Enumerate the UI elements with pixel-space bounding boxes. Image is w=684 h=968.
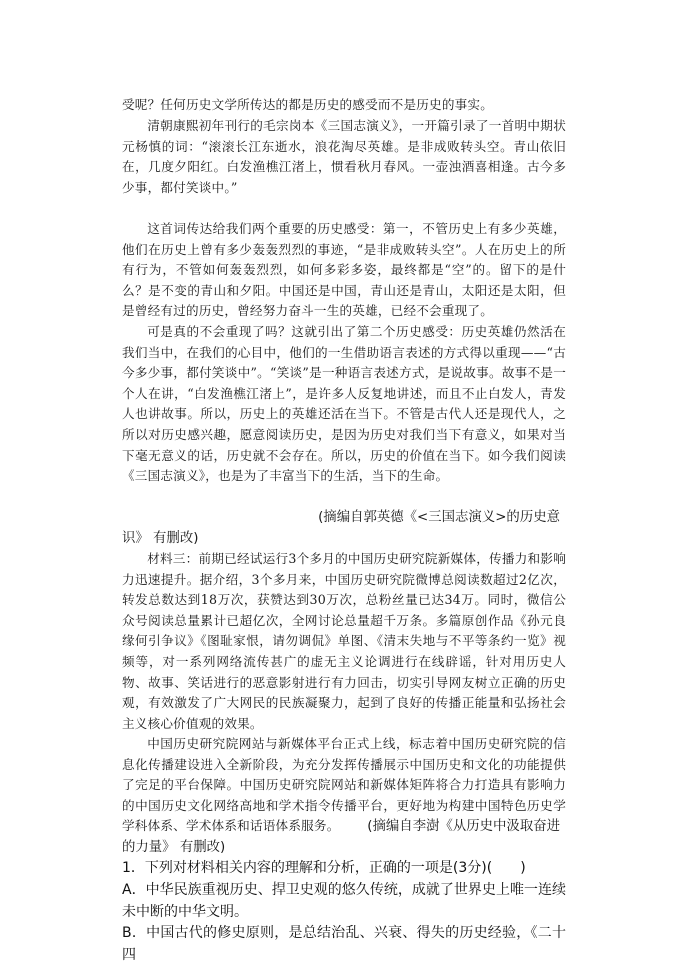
question-option-b: B．中国古代的修史原则，是总结治乱、兴衰、得失的历史经验，《二十四: [122, 925, 566, 963]
source-citation-guoyingde: [122, 508, 566, 549]
source-citation-lishu: [122, 817, 566, 858]
paragraph-first-feeling: 这首词传达给我们两个重要的历史感受：第一，不管历史上有多少英雄，他们在历史上曾有多少轰轰烈烈的事迹，“是非成败转头空”。人在历史上的所有行为，不管如何轰轰烈烈，如何多彩多姿，最终都是“空”的。留下的是什么？是不变的青山和夕阳。中国还是中国，青山还是青山，太阳还是太阳，但是曾经有过的历史，曾经努力奋斗一生的英雄，已经不会重现了。: [122, 221, 566, 319]
paragraph-continuation: 受呢？任何历史文学所传达的都是历史的感受而不是历史的事实。: [122, 97, 494, 112]
paragraph-second-feeling: 可是真的不会重现了吗？这就引出了第二个历史感受：历史英雄仍然活在我们当中，在我们的心目中，他们的一生借助语言表述的方式得以重现——“古今多少事，都付笑谈中”。“笑谈”是一种语言表述方式，是说故事。故事不是一个人在讲，“白发渔樵江渚上”，是许多人反复地讲述，而且不止白发人，青发人也讲故事。所以，历史上的英雄还活在当下。不管是古代人还是现代人，之所以对历史感兴趣，愿意阅读历史，是因为历史对我们当下有意义，如果对当下毫无意义的话，历史就不会存在。所以，历史的价值在当下。如今我们阅读《三国志演义》，也是为了丰富当下的生活，当下的生命。: [122, 324, 566, 484]
source-line: 的力量》 有删改): [122, 839, 226, 855]
paragraph-material-three: 材料三：前期已经试运行3个多月的中国历史研究院新媒体，传播力和影响力迅速提升。据介绍，3个多月来，中国历史研究院微博总阅读数超过2亿次，转发总数达到18万次，获赞达到30万次，总粉丝量已达34万。同时，微信公众号阅读总量累计已超亿次，全网讨论总量超千万条。多篇原创作品《孙元良缘何引争议》《图耻家恨，请勿调侃》单图、《清末失地与不平等条约一览》视频等，对一系列网络流传甚广的虚无主义论调进行在线辟谣，针对用历史人物、故事、笑话进行的恶意影射进行有力回击，切实引导网友树立正确的历史观，有效激发了广大网民的民族凝聚力，起到了良好的传播正能量和弘扬社会主义核心价值观的效果。: [122, 551, 566, 731]
question-option-a: A．中华民族重视历史、捍卫史观的悠久传统，成就了世界史上唯一连续未中断的中华文明。: [122, 882, 566, 920]
question-stem: 1．下列对材料相关内容的理解和分析，正确的一项是(3分)( ): [122, 860, 526, 876]
paragraph-maozonggang: 清朝康熙初年刊行的毛宗岗本《三国志演义》，一开篇引录了一首明中期状元杨慎的词：“滚滚长江东逝水，浪花淘尽英雄。是非成败转头空。青山依旧在，几度夕阳红。白发渔樵江渚上，惯看秋月春风。一壶浊酒喜相逢。古今多少事，都付笑谈中。”: [122, 118, 566, 195]
paragraph-website-launch: 中国历史研究院网站与新媒体平台正式上线，标志着中国历史研究院的信息化传播建设进入全新阶段，为充分发挥传播展示中国历史和文化的功能提供了完足的平台保障。中国历史研究院网站和新媒体矩阵将合力打造具有影响力的中国历史文化网络高地和学术指令传播平台，更好地为构建中国特色历史学学科体系、学术体系和话语体系服务。: [122, 736, 566, 834]
source-line: (摘编自郭英德《<三国志演义>的历史意: [318, 510, 560, 525]
source-line: 识》 有删改): [122, 530, 199, 546]
source-line: (摘编自李澍《从历史中汲取奋进: [367, 819, 560, 834]
